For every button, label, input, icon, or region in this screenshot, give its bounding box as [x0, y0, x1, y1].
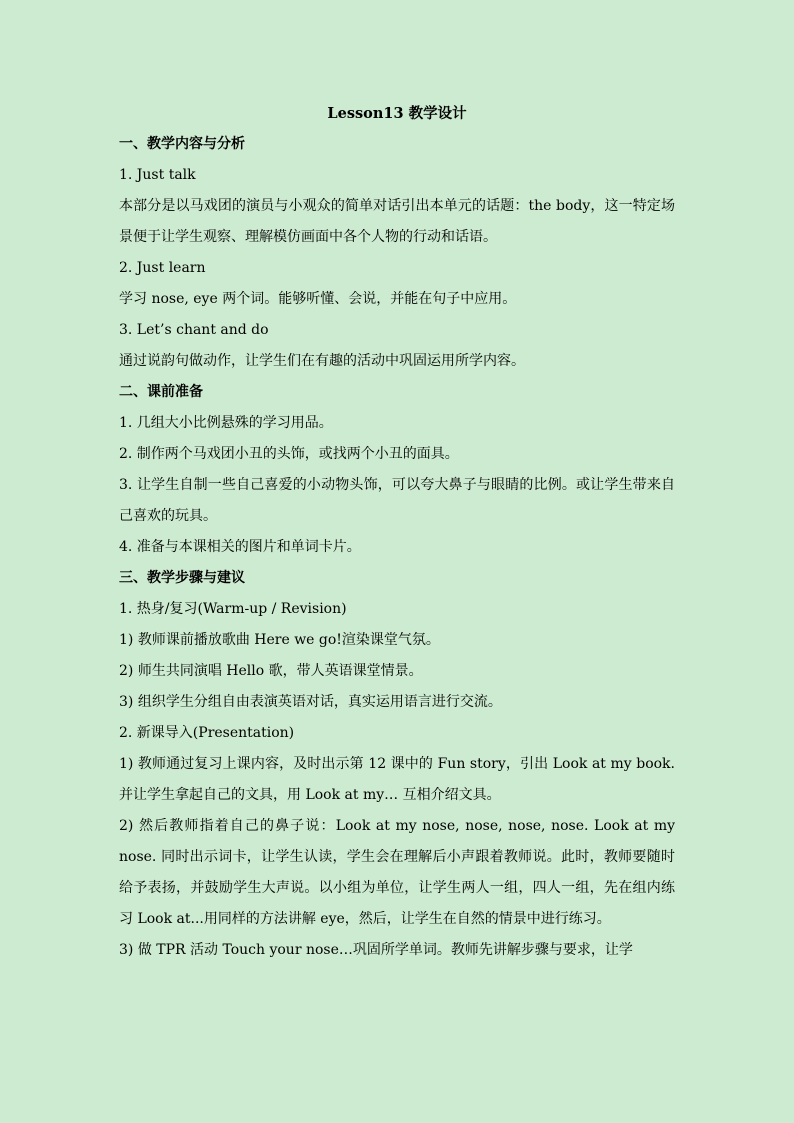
- item-text-just-talk: 本部分是以马戏团的演员与小观众的简单对话引出本单元的话题：the body，这一特定场景便于让学生观察、理解模仿画面中各个人物的行动和话语。: [119, 198, 675, 245]
- item-text-just-learn: 学习 nose, eye 两个词。能够听懂、会说，并能在句子中应用。: [119, 291, 517, 307]
- prep-item: 4. 准备与本课相关的图片和单词卡片。: [119, 539, 361, 555]
- step-title-warmup: 1. 热身/复习(Warm-up / Revision): [119, 601, 347, 617]
- item-text-chant: 通过说韵句做动作，让学生们在有趣的活动中巩固运用所学内容。: [119, 353, 525, 369]
- section-heading-steps: 三、教学步骤与建议: [119, 570, 245, 586]
- step-item: 3) 做 TPR 活动 Touch your nose…巩固所学单词。教师先讲解步骤与要求，让学: [119, 942, 633, 958]
- prep-item: 1. 几组大小比例悬殊的学习用品。: [119, 415, 333, 431]
- item-title-just-learn: 2. Just learn: [119, 260, 206, 276]
- prep-item: 3. 让学生自制一些自己喜爱的小动物头饰，可以夸大鼻子与眼睛的比例。或让学生带来自己喜欢的玩具。: [119, 477, 675, 524]
- step-item: 1) 教师课前播放歌曲 Here we go!渲染课堂气氛。: [119, 632, 440, 648]
- step-item: 3) 组织学生分组自由表演英语对话，真实运用语言进行交流。: [119, 694, 502, 710]
- document-body: [119, 98, 675, 966]
- section-heading-preparation: 二、课前准备: [119, 384, 203, 400]
- item-title-just-talk: 1. Just talk: [119, 167, 196, 183]
- step-item: 1) 教师通过复习上课内容，及时出示第 12 课中的 Fun story，引出 Look at my book. 并让学生拿起自己的文具，用 Look at my… 互相介绍文具。: [119, 756, 675, 803]
- prep-item: 2. 制作两个马戏团小丑的头饰，或找两个小丑的面具。: [119, 446, 459, 462]
- step-title-presentation: 2. 新课导入(Presentation): [119, 725, 295, 741]
- item-title-chant: 3. Let’s chant and do: [119, 322, 269, 338]
- section-heading-content-analysis: 一、教学内容与分析: [119, 136, 245, 152]
- document-title: Lesson13 教学设计: [327, 105, 467, 122]
- step-item: 2) 然后教师指着自己的鼻子说：Look at my nose, nose, nose, nose. Look at my nose. 同时出示词卡，让学生认读，学生会在理解后小声跟着教师说。此时，教师要随时给予表扬，并鼓励学生大声说。以小组为单位，让学生两人一组，四人一组，先在组内练习 Look at...用同样的方法讲解 eye，然后，让学生在自然的情景中进行练习。: [119, 818, 675, 927]
- step-item: 2) 师生共同演唱 Hello 歌，带人英语课堂情景。: [119, 663, 423, 679]
